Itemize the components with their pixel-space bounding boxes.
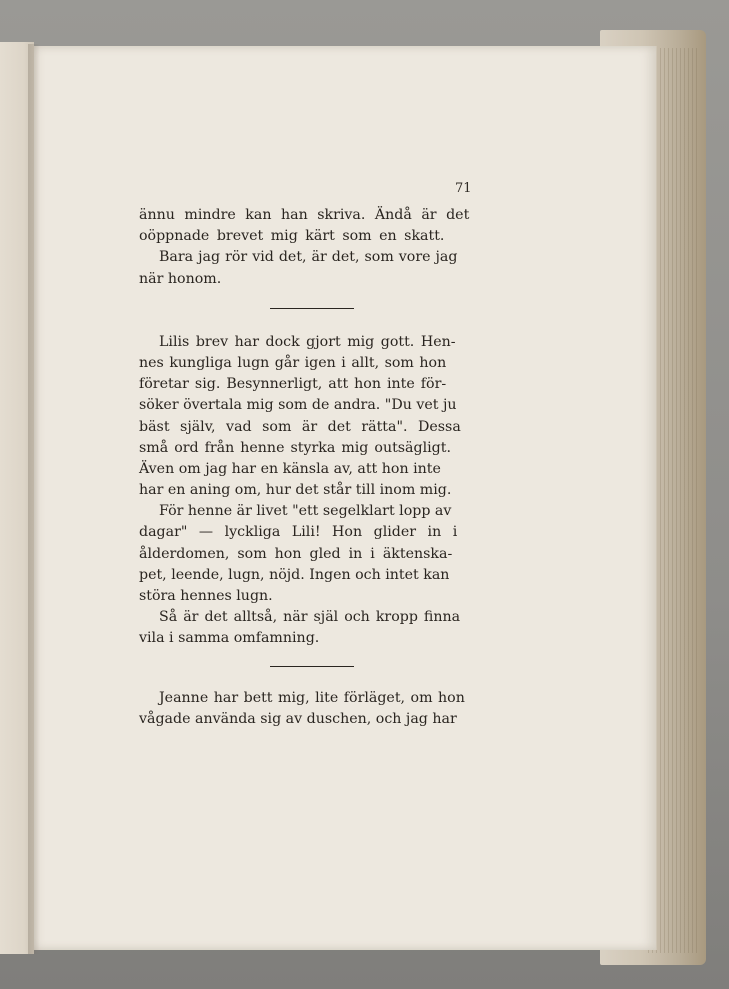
text-line: Lilis brev har dock gjort mig gott. Hen- [159, 333, 456, 350]
text-line: Så är det alltså, när själ och kropp finna [159, 609, 461, 626]
page-text [139, 205, 485, 730]
text-line: störa hennes lugn. [139, 588, 273, 604]
book-gutter-shadow [28, 44, 40, 954]
section-gap [139, 309, 485, 332]
text-line: ålderdomen, som hon gled in i äktenska- [139, 545, 453, 562]
text-line: har en aning om, hur det står till inom mig. [139, 482, 452, 499]
section-gap [139, 667, 485, 688]
text-line: små ord från henne styrka mig outsägligt. [139, 439, 451, 456]
text-line: bäst själv, vad som är det rätta". Dessa [139, 418, 461, 435]
text-line: ännu mindre kan han skriva. Ändå är det [139, 207, 470, 223]
text-line: dagar" — lyckliga Lili! Hon glider in i [139, 524, 458, 541]
text-line: företar sig. Besynnerligt, att hon inte för- [139, 376, 447, 393]
text-line: Bara jag rör vid det, är det, som vore jag [159, 249, 458, 266]
text-line: För henne är livet "ett segelklart lopp av [159, 503, 452, 520]
text-line: Även om jag har en känsla av, att hon inte [139, 460, 441, 477]
page-number: 71 [455, 181, 472, 196]
text-line: söker övertala mig som de andra. "Du vet ju [139, 397, 457, 414]
text-line: vila i samma omfamning. [139, 630, 320, 647]
section-gap [139, 290, 485, 308]
text-line: vågade använda sig av duschen, och jag har [139, 710, 457, 727]
text-line: nes kungliga lugn går igen i allt, som hon [139, 354, 447, 371]
section-gap [139, 650, 485, 666]
text-line: oöppnade brevet mig kärt som en skatt. [139, 228, 445, 245]
text-line: pet, leende, lugn, nöjd. Ingen och intet kan [139, 566, 450, 583]
text-line: när honom. [139, 270, 222, 287]
text-line: Jeanne har bett mig, lite förläget, om hon [159, 689, 465, 706]
